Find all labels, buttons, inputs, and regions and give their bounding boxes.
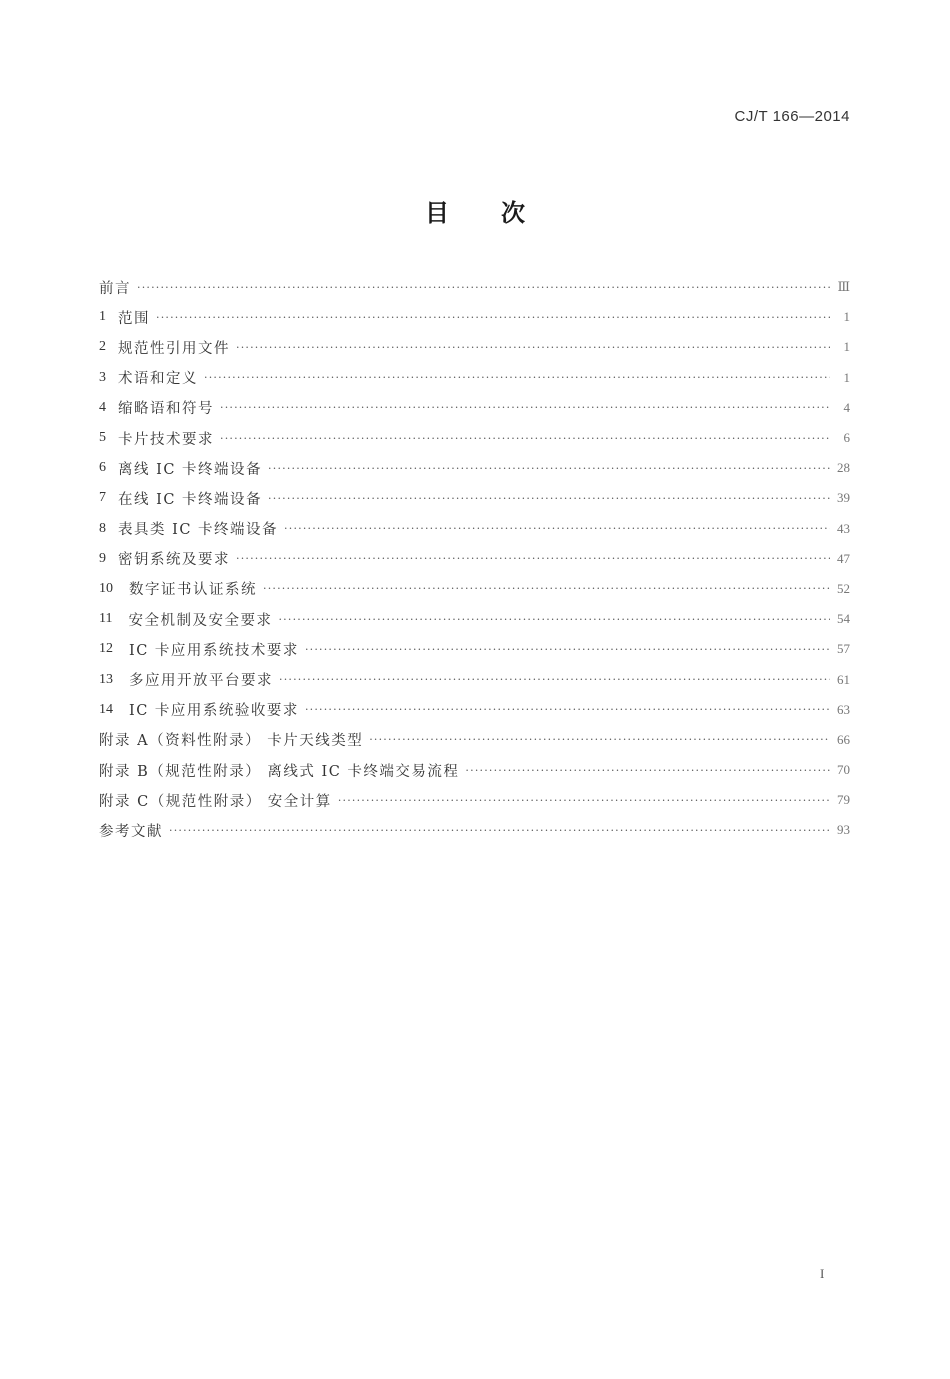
toc-leader-dots xyxy=(338,795,830,806)
toc-entry-number: 10 xyxy=(99,580,113,596)
toc-entry-title: 附录 C（规范性附录） 安全计算 xyxy=(99,793,332,810)
toc-entry-number: 14 xyxy=(99,701,113,717)
toc-entry[interactable] xyxy=(99,604,850,634)
toc-leader-dots xyxy=(369,734,830,745)
toc-entry-page: 1 xyxy=(843,369,850,385)
toc-entry-title: 离线 IC 卡终端设备 xyxy=(118,461,263,478)
toc-entry-page: Ⅲ xyxy=(837,279,850,295)
page-number: I xyxy=(820,1266,825,1281)
toc-entry[interactable] xyxy=(99,453,850,483)
toc-entry-title: 前言 xyxy=(99,280,131,297)
toc-entry-number: 12 xyxy=(99,641,113,657)
toc-entry-page: 6 xyxy=(843,430,850,446)
toc-entry-page: 54 xyxy=(837,611,850,627)
toc-entry-page: 66 xyxy=(837,731,850,747)
toc-entry-title: 参考文献 xyxy=(99,823,163,840)
toc-leader-dots xyxy=(305,644,830,655)
toc-entry-page: 79 xyxy=(837,792,850,808)
toc-entry-title: 缩略语和符号 xyxy=(118,401,214,418)
toc-entry-number: 5 xyxy=(99,430,106,446)
toc-entry-page: 4 xyxy=(843,399,850,415)
toc-entry-page: 47 xyxy=(837,550,850,566)
toc-entry[interactable] xyxy=(99,393,850,423)
toc-entry-page: 1 xyxy=(843,339,850,355)
toc-entry-page: 28 xyxy=(837,460,850,476)
toc-leader-dots xyxy=(236,553,830,564)
toc-leader-dots xyxy=(220,402,830,413)
toc-entry-title: 密钥系统及要求 xyxy=(118,552,230,569)
toc-leader-dots xyxy=(278,614,830,625)
toc-leader-dots xyxy=(137,282,830,293)
toc-entry[interactable] xyxy=(99,302,850,332)
toc-entry-title: 范围 xyxy=(118,310,150,327)
toc-entry[interactable] xyxy=(99,363,850,393)
toc-entry-number: 6 xyxy=(99,460,106,476)
toc-leader-dots xyxy=(268,463,830,474)
toc-entry[interactable] xyxy=(99,514,850,544)
toc-entry[interactable] xyxy=(99,695,850,725)
toc-entry[interactable] xyxy=(99,544,850,574)
toc-leader-dots xyxy=(220,433,830,444)
toc-entry[interactable] xyxy=(99,483,850,513)
toc-leader-dots xyxy=(268,493,830,504)
toc-entry[interactable] xyxy=(99,755,850,785)
toc-entry[interactable] xyxy=(99,574,850,604)
table-of-contents xyxy=(99,272,850,846)
toc-entry-page: 43 xyxy=(837,520,850,536)
toc-entry-title: 在线 IC 卡终端设备 xyxy=(118,491,263,508)
toc-leader-dots xyxy=(169,825,830,836)
toc-leader-dots xyxy=(156,312,830,323)
toc-entry-number: 2 xyxy=(99,339,106,355)
toc-entry-title: 附录 A（资料性附录） 卡片天线类型 xyxy=(99,733,364,750)
toc-entry-number: 9 xyxy=(99,550,106,566)
toc-leader-dots xyxy=(263,583,830,594)
toc-entry[interactable] xyxy=(99,725,850,755)
toc-entry-page: 39 xyxy=(837,490,850,506)
toc-entry[interactable] xyxy=(99,332,850,362)
toc-leader-dots xyxy=(305,704,830,715)
page-title: 目次 xyxy=(425,199,577,227)
toc-entry-number: 4 xyxy=(99,399,106,415)
toc-entry-title: IC 卡应用系统验收要求 xyxy=(129,703,299,720)
toc-entry-number: 13 xyxy=(99,671,113,687)
toc-entry-number: 7 xyxy=(99,490,106,506)
toc-entry-page: 63 xyxy=(837,701,850,717)
toc-entry-page: 70 xyxy=(837,762,850,778)
toc-entry-page: 57 xyxy=(837,641,850,657)
toc-entry-title: 卡片技术要求 xyxy=(118,431,214,448)
toc-entry[interactable] xyxy=(99,272,850,302)
toc-entry-title: IC 卡应用系统技术要求 xyxy=(129,642,299,659)
toc-entry[interactable] xyxy=(99,634,850,664)
toc-entry-number: 1 xyxy=(99,309,106,325)
standard-code: CJ/T 166—2014 xyxy=(734,108,850,125)
toc-entry-number: 8 xyxy=(99,520,106,536)
toc-entry-title: 数字证书认证系统 xyxy=(129,582,257,599)
toc-entry[interactable] xyxy=(99,423,850,453)
toc-entry-page: 1 xyxy=(843,309,850,325)
toc-leader-dots xyxy=(204,372,830,383)
toc-entry-title: 多应用开放平台要求 xyxy=(129,673,273,690)
toc-entry-title: 规范性引用文件 xyxy=(118,340,230,357)
toc-entry[interactable] xyxy=(99,664,850,694)
toc-entry[interactable] xyxy=(99,785,850,815)
toc-entry[interactable] xyxy=(99,815,850,845)
toc-entry-title: 安全机制及安全要求 xyxy=(128,612,273,629)
toc-entry-title: 表具类 IC 卡终端设备 xyxy=(118,522,279,539)
toc-entry-page: 52 xyxy=(837,580,850,596)
toc-entry-number: 3 xyxy=(99,369,106,385)
toc-entry-title: 术语和定义 xyxy=(118,371,198,388)
toc-leader-dots xyxy=(236,342,830,353)
toc-entry-title: 附录 B（规范性附录） 离线式 IC 卡终端交易流程 xyxy=(99,763,460,780)
toc-leader-dots xyxy=(465,765,830,776)
toc-entry-page: 93 xyxy=(837,822,850,838)
toc-leader-dots xyxy=(279,674,830,685)
toc-entry-page: 61 xyxy=(837,671,850,687)
toc-entry-number: 11 xyxy=(99,611,113,627)
toc-leader-dots xyxy=(284,523,830,534)
